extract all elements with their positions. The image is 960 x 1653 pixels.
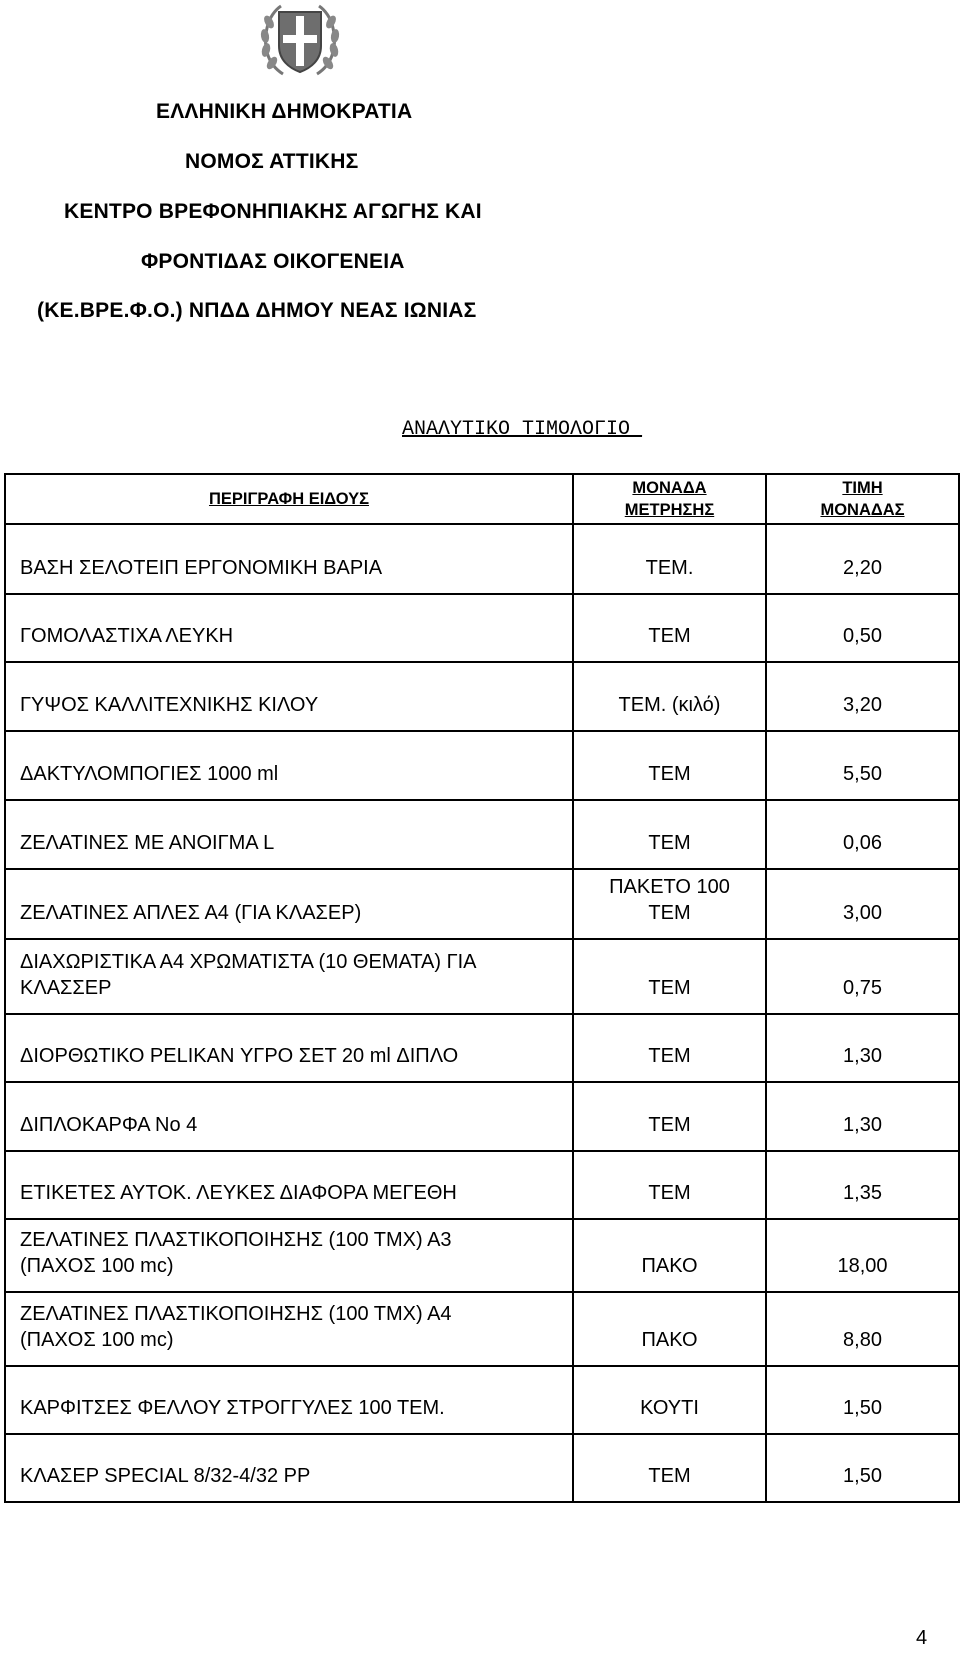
item-unit: ΤΕΜ	[573, 594, 766, 662]
item-description: ΔΙΑΧΩΡΙΣΤΙΚΑ Α4 ΧΡΩΜΑΤΙΣΤΑ (10 ΘΕΜΑΤΑ) ΓΙΑ ΚΛΑΣΣΕΡ	[5, 939, 573, 1014]
item-description: ΕΤΙΚΕΤΕΣ ΑΥΤΟΚ. ΛΕΥΚΕΣ ΔΙΑΦΟΡΑ ΜΕΓΕΘΗ	[5, 1151, 573, 1219]
item-unit: ΚΟΥΤΙ	[573, 1366, 766, 1434]
table-body	[5, 524, 959, 1502]
item-price: 0,75	[766, 939, 959, 1014]
greek-emblem-seal	[259, 2, 341, 80]
table-header-row	[5, 474, 959, 524]
header-unit	[573, 474, 766, 524]
item-price: 5,50	[766, 731, 959, 800]
item-unit: ΤΕΜ. (κιλό)	[573, 662, 766, 731]
header-description: ΠΕΡΙΓΡΑΦΗ ΕΙΔΟΥΣ	[5, 474, 573, 524]
table-row	[5, 1082, 959, 1151]
header-line-2: ΝΟΜΟΣ ΑΤΤΙΚΗΣ	[185, 150, 359, 173]
page-number: 4	[916, 1627, 928, 1649]
header-line-4: ΦΡΟΝΤΙΔΑΣ ΟΙΚΟΓΕΝΕΙΑ	[141, 250, 405, 273]
header-price-line-1: ΤΙΜΗ	[842, 479, 883, 497]
table-row	[5, 869, 959, 939]
header-line-3: ΚΕΝΤΡΟ ΒΡΕΦΟΝΗΠΙΑΚΗΣ ΑΓΩΓΗΣ ΚΑΙ	[64, 200, 482, 223]
item-price: 1,50	[766, 1366, 959, 1434]
item-unit: ΤΕΜ	[573, 1151, 766, 1219]
table-row	[5, 1434, 959, 1502]
table-row	[5, 1366, 959, 1434]
item-description: ΖΕΛΑΤΙΝΕΣ ΠΛΑΣΤΙΚΟΠΟΙΗΣΗΣ (100 ΤΜΧ) Α3 (ΠΑΧΟΣ 100 mc)	[5, 1219, 573, 1292]
item-unit: ΠΑΚΟ	[573, 1292, 766, 1366]
item-description: ΔΑΚΤΥΛΟΜΠΟΓΙΕΣ 1000 ml	[5, 731, 573, 800]
table-row	[5, 1292, 959, 1366]
header-unit-line-2: ΜΕΤΡΗΣΗΣ	[624, 501, 715, 519]
item-description: ΖΕΛΑΤΙΝΕΣ ΠΛΑΣΤΙΚΟΠΟΙΗΣΗΣ (100 ΤΜΧ) Α4 (ΠΑΧΟΣ 100 mc)	[5, 1292, 573, 1366]
item-price: 18,00	[766, 1219, 959, 1292]
price-table	[4, 473, 960, 1503]
item-unit: ΤΕΜ	[573, 1014, 766, 1082]
item-price: 1,35	[766, 1151, 959, 1219]
table-row	[5, 1219, 959, 1292]
item-unit: ΤΕΜ	[573, 939, 766, 1014]
table-row	[5, 939, 959, 1014]
item-price: 1,30	[766, 1082, 959, 1151]
item-price: 3,20	[766, 662, 959, 731]
item-description: ΒΑΣΗ ΣΕΛΟΤΕΙΠ ΕΡΓΟΝΟΜΙΚΗ ΒΑΡΙΑ	[5, 524, 573, 594]
item-unit: ΠΑΚΕΤΟ 100 ΤΕΜ	[573, 869, 766, 939]
header-line-5: (ΚΕ.ΒΡΕ.Φ.Ο.) ΝΠΔΔ ΔΗΜΟΥ ΝΕΑΣ ΙΩΝΙΑΣ	[37, 299, 477, 322]
item-price: 0,06	[766, 800, 959, 869]
table-row	[5, 524, 959, 594]
item-description: ΖΕΛΑΤΙΝΕΣ ΜΕ ΑΝΟΙΓΜΑ L	[5, 800, 573, 869]
table-row	[5, 1014, 959, 1082]
document-title: ΑΝΑΛΥΤΙΚΟ ΤΙΜΟΛΟΓΙΟ_	[402, 418, 643, 441]
item-description: ΚΑΡΦΙΤΣΕΣ ΦΕΛΛΟΥ ΣΤΡΟΓΓΥΛΕΣ 100 ΤΕΜ.	[5, 1366, 573, 1434]
table-row	[5, 731, 959, 800]
item-description: ΓΥΨΟΣ ΚΑΛΛΙΤΕΧΝΙΚΗΣ ΚΙΛΟΥ	[5, 662, 573, 731]
item-description: ΓΟΜΟΛΑΣΤΙΧΑ ΛΕΥΚΗ	[5, 594, 573, 662]
table-row	[5, 594, 959, 662]
table-row	[5, 800, 959, 869]
item-description: ΔΙΟΡΘΩΤΙΚΟ PELIKAN ΥΓΡΟ ΣΕΤ 20 ml ΔΙΠΛΟ	[5, 1014, 573, 1082]
item-unit: ΤΕΜ.	[573, 524, 766, 594]
item-price: 0,50	[766, 594, 959, 662]
item-price: 8,80	[766, 1292, 959, 1366]
header-unit-line-1: ΜΟΝΑΔΑ	[632, 479, 707, 497]
item-price: 2,20	[766, 524, 959, 594]
item-unit: ΠΑΚΟ	[573, 1219, 766, 1292]
header-price	[766, 474, 959, 524]
header-price-line-2: ΜΟΝΑΔΑΣ	[820, 501, 905, 519]
item-unit: ΤΕΜ	[573, 800, 766, 869]
item-description: ΚΛΑΣΕΡ SPECIAL 8/32-4/32 PP	[5, 1434, 573, 1502]
item-unit: ΤΕΜ	[573, 1082, 766, 1151]
item-description: ΖΕΛΑΤΙΝΕΣ ΑΠΛΕΣ Α4 (ΓΙΑ ΚΛΑΣΕΡ)	[5, 869, 573, 939]
item-description: ΔΙΠΛΟΚΑΡΦΑ No 4	[5, 1082, 573, 1151]
item-price: 1,30	[766, 1014, 959, 1082]
item-unit: ΤΕΜ	[573, 1434, 766, 1502]
table-row	[5, 1151, 959, 1219]
table-row	[5, 662, 959, 731]
item-price: 3,00	[766, 869, 959, 939]
item-price: 1,50	[766, 1434, 959, 1502]
item-unit: ΤΕΜ	[573, 731, 766, 800]
header-line-1: ΕΛΛΗΝΙΚΗ ΔΗΜΟΚΡΑΤΙΑ	[156, 100, 413, 123]
